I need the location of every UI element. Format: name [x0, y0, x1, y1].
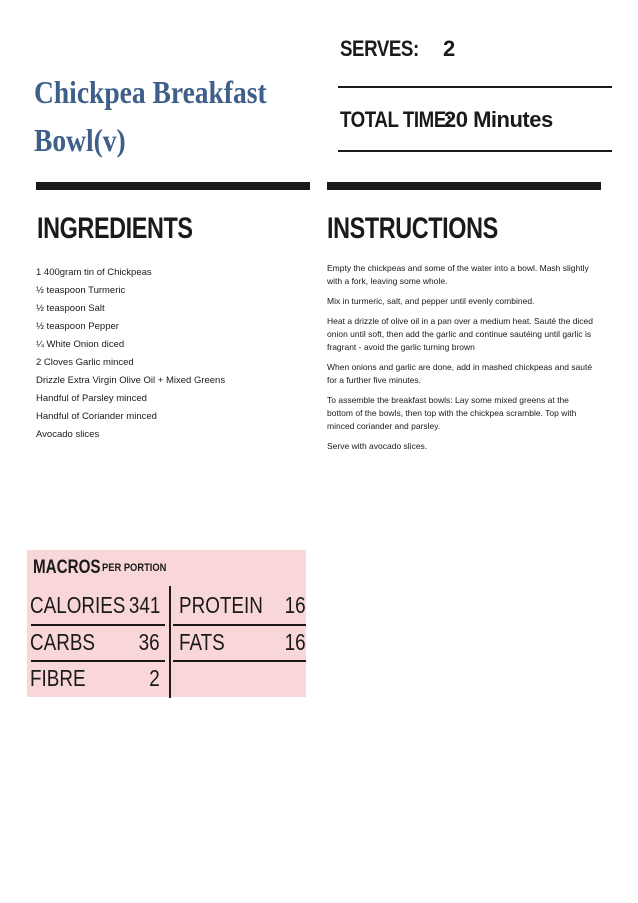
macros-column-divider	[169, 586, 171, 698]
ingredient-item: Drizzle Extra Virgin Olive Oil + Mixed Greens	[36, 375, 226, 386]
instruction-step: Serve with avocado slices.	[327, 441, 428, 451]
ingredient-item: Handful of Parsley minced	[36, 393, 147, 404]
total-time-underline	[338, 150, 612, 152]
serves-row	[340, 36, 455, 62]
instructions-list	[327, 262, 597, 460]
macros-row-divider	[31, 624, 165, 626]
left-divider	[36, 182, 310, 190]
fats-label: FATS	[179, 629, 225, 655]
macros-heading: MACROS	[33, 557, 101, 578]
macros-subheading: PER PORTION	[102, 562, 167, 574]
instruction-step: To assemble the breakfast bowls: Lay some mixed greens at the bottom of the bowls, then top with the chickpea scramble. Top with minced coriander and parsley.	[327, 395, 577, 431]
calories-label: CALORIES	[30, 592, 126, 618]
macros-row-divider	[31, 660, 165, 662]
macros-row-divider	[173, 624, 306, 626]
ingredients-list	[36, 264, 306, 444]
instruction-step: Heat a drizzle of olive oil in a pan over a medium heat. Sauté the diced onion until soft, then add the garlic and continue sautéing until garlic is fragrant - avoid the garlic turning brown	[327, 316, 594, 352]
fats-value: 16	[285, 629, 306, 655]
ingredient-item: ½ teaspoon Turmeric	[36, 285, 126, 296]
total-time-label: TOTAL TIME:	[340, 107, 452, 132]
ingredient-item: ¼ White Onion diced	[36, 339, 125, 350]
serves-label: SERVES:	[340, 36, 419, 61]
ingredient-item: Avocado slices	[36, 429, 100, 440]
ingredient-item: Handful of Coriander minced	[36, 411, 157, 422]
serves-underline	[338, 86, 612, 88]
calories-value: 341	[128, 592, 160, 618]
right-divider	[327, 182, 601, 190]
carbs-label: CARBS	[30, 629, 95, 655]
fibre-value: 2	[149, 665, 160, 691]
recipe-title-line2: Bowl(v)	[34, 122, 126, 158]
recipe-title	[34, 68, 275, 164]
ingredient-item: ½ teaspoon Pepper	[36, 321, 119, 332]
instruction-step: When onions and garlic are done, add in mashed chickpeas and sauté for a further five minutes.	[327, 362, 593, 385]
ingredients-heading: INGREDIENTS	[37, 212, 193, 245]
ingredient-item: 2 Cloves Garlic minced	[36, 357, 134, 368]
ingredient-item: 1 400gram tin of Chickpeas	[36, 267, 152, 278]
protein-label: PROTEIN	[179, 592, 263, 618]
total-time-row	[340, 107, 553, 133]
instructions-heading: INSTRUCTIONS	[327, 212, 498, 245]
carbs-value: 36	[139, 629, 160, 655]
fibre-label: FIBRE	[30, 665, 86, 691]
recipe-title-line1: Chickpea Breakfast	[34, 74, 267, 110]
macros-panel	[27, 550, 306, 697]
protein-value: 16	[285, 592, 306, 618]
total-time-value: 20 Minutes	[444, 107, 553, 132]
ingredient-item: ½ teaspoon Salt	[36, 303, 105, 314]
macros-row-divider	[173, 660, 306, 662]
serves-value: 2	[443, 36, 455, 61]
instruction-step: Empty the chickpeas and some of the water into a bowl. Mash slightly with a fork, leaving some whole.	[327, 263, 589, 286]
instruction-step: Mix in turmeric, salt, and pepper until evenly combined.	[327, 296, 535, 306]
